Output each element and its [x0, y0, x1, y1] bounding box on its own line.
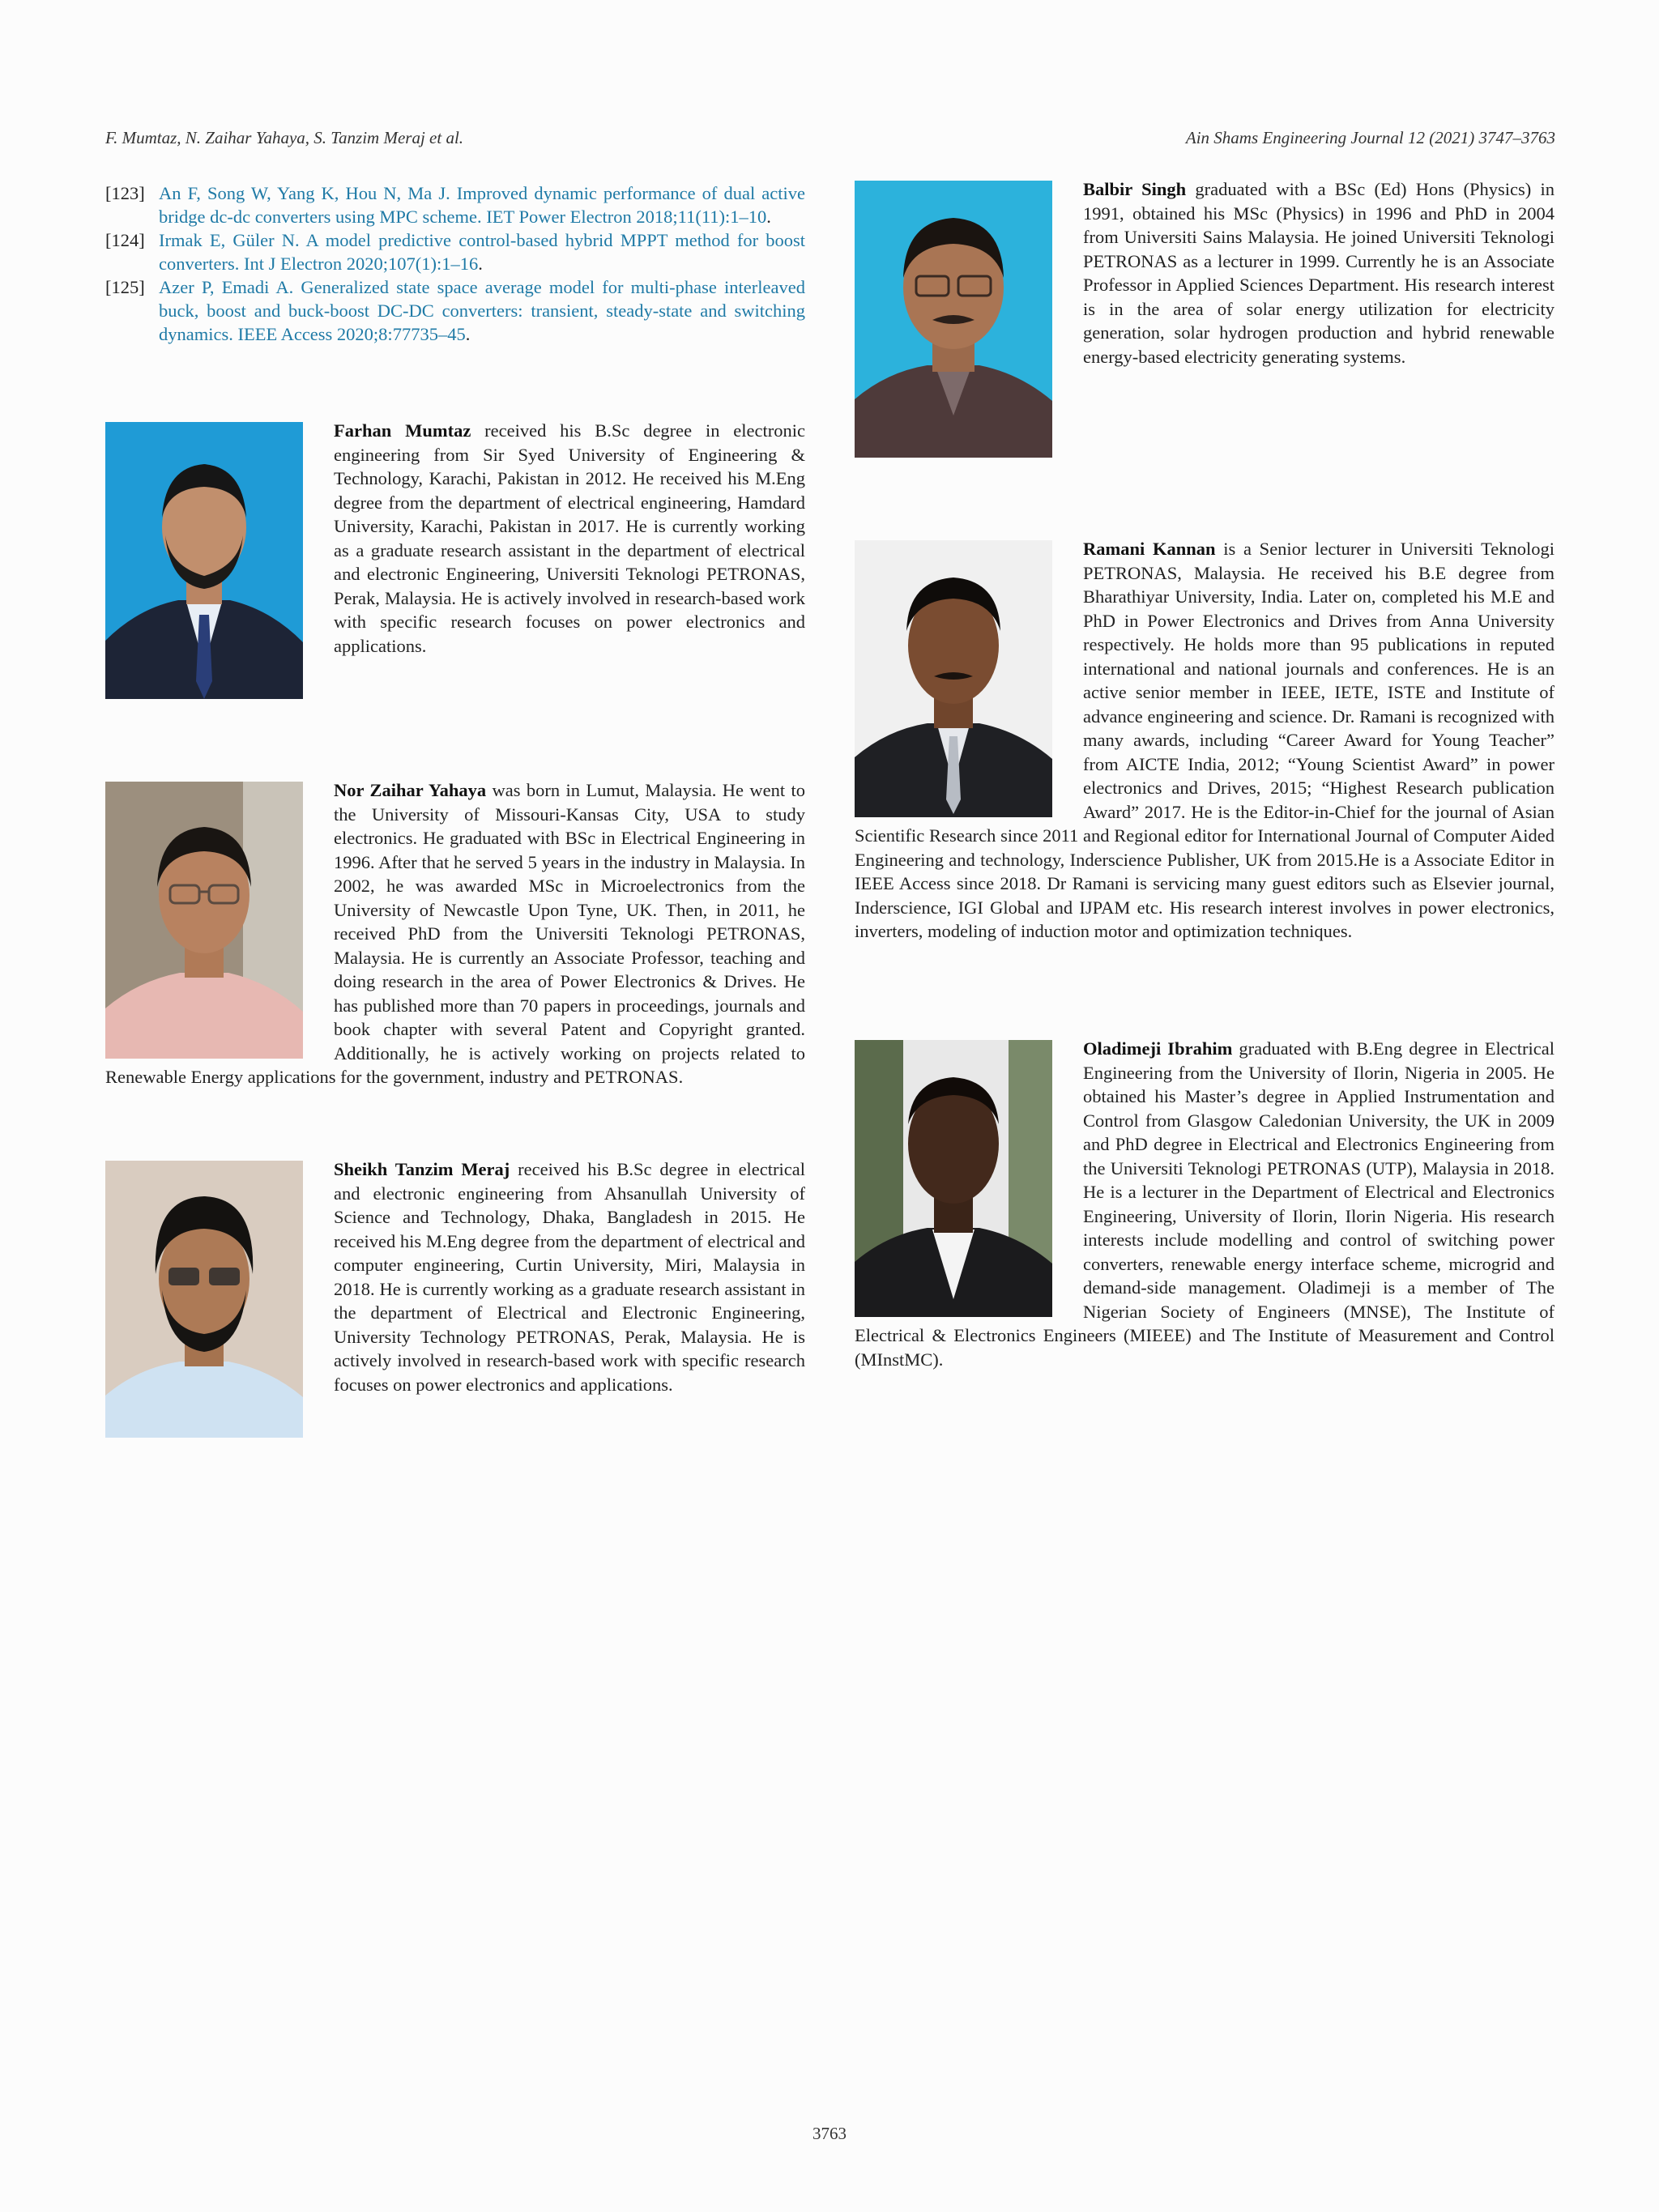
author-name: Nor Zaihar Yahaya: [334, 780, 487, 800]
author-name: Farhan Mumtaz: [334, 420, 471, 441]
reference-link[interactable]: Irmak E, Güler N. A model predictive control-based hybrid MPPT method for boost converters. Int J Electron 2020;107(1):1–16: [159, 230, 805, 274]
author-bio-balbir-singh: [855, 177, 1555, 461]
author-photo: [855, 181, 1052, 458]
author-photo: [105, 1161, 303, 1438]
author-bio-nor-zaihar-yahaya: [105, 778, 805, 1089]
author-bio-oladimeji-ibrahim: [855, 1037, 1555, 1371]
author-bio-text: graduated with B.Eng degree in Electrical Engineering from the University of Ilorin, Nigeria in 2005. He obtained his Master’s degree in Applied Instrumentation and Control from Glasgow Caledonian University, the UK in 2009 and PhD degree in Electrical and Electronics Engineering from the Universiti Teknologi PETRONAS (UTP), Malaysia in 2018. He is a lecturer in the Department of Electrical and Electronics Engineering, University of Ilorin, Ilorin Nigeria. His research interests include modelling and control of switching power converters, renewable energy interface scheme, microgrid and demand-side management. Oladimeji is a member of The Nigerian Society of Engineers (MNSE), The Institute of Electrical & Electronics Engineers (MIEEE) and The Institute of Measurement and Control (MInstMC).: [855, 1038, 1555, 1370]
author-bio-text: received his B.Sc degree in electronic engineering from Sir Syed University of Engineering & Technology, Karachi, Pakistan in 2012. He received his M.Eng degree from the department of electrical engineering, Hamdard University, Karachi, Pakistan in 2017. He is currently working as a graduate research assistant in the department of electrical and electronic Engineering, Universiti Teknologi PETRONAS, Perak, Malaysia. He is actively involved in research-based work with specific research focuses on power electronics and applications.: [334, 420, 805, 656]
author-name: Oladimeji Ibrahim: [1083, 1038, 1233, 1059]
author-bio-text: graduated with a BSc (Ed) Hons (Physics) in 1991, obtained his MSc (Physics) in 1996 and PhD in 2004 from Universiti Sains Malaysia. He joined Universiti Teknologi PETRONAS as a lecturer in 1999. Currently he is an Associate Professor in Applied Sciences Department. His research interest is in the area of solar energy utilization for electricity generation, solar hydrogen production and hybrid renewable energy-based electricity generating systems.: [1083, 179, 1555, 367]
reference-link[interactable]: An F, Song W, Yang K, Hou N, Ma J. Improved dynamic performance of dual active bridge dc-dc converters using MPC scheme. IET Power Electron 2018;11(11):1–10: [159, 183, 805, 227]
reference-list: [105, 181, 805, 346]
author-name: Ramani Kannan: [1083, 539, 1216, 559]
author-bio-farhan-mumtaz: [105, 419, 805, 702]
reference-number: [124]: [105, 230, 145, 250]
reference-number: [123]: [105, 183, 145, 203]
reference-item: [123] An F, Song W, Yang K, Hou N, Ma J. Improved dynamic performance of dual active bridge dc-dc converters using MPC scheme. IET Power Electron 2018;11(11):1–10.: [105, 183, 805, 227]
author-bio-sheikh-tanzim-meraj: [105, 1157, 805, 1441]
author-bio-text: was born in Lumut, Malaysia. He went to the University of Missouri-Kansas City, USA to study electronics. He graduated with BSc in Electrical Engineering in 1996. After that he served 5 years in the industry in Malaysia. In 2002, he was awarded MSc in Microelectronics from the University of Newcastle Upon Tyne, UK. Then, in 2011, he received PhD from the Universiti Teknologi PETRONAS, Malaysia. He is currently an Associate Professor, teaching and doing research in the area of Power Electronics & Drives. He has published more than 70 papers in proceedings, journals and book chapter with several Patent and Copyright granted. Additionally, he is actively working on projects related to Renewable Energy applications for the government, industry and PETRONAS.: [105, 780, 805, 1087]
author-bio-text: received his B.Sc degree in electrical and electronic engineering from Ahsanullah University of Science and Technology, Dhaka, Bangladesh in 2015. He received his M.Eng degree from the department of electrical and computer engineering, Curtin University, Miri, Malaysia in 2018. He is currently working as a graduate research assistant in the department of Electrical and Electronic Engineering, University Technology PETRONAS, Perak, Malaysia. He is actively involved in research-based work with specific research focuses on power electronics and applications.: [334, 1159, 805, 1395]
author-photo: [105, 782, 303, 1059]
author-photo: [105, 422, 303, 699]
reference-item: [124] Irmak E, Güler N. A model predictive control-based hybrid MPPT method for boost converters. Int J Electron 2020;107(1):1–16.: [105, 230, 805, 274]
author-photo: [855, 540, 1052, 817]
author-photo: [855, 1040, 1052, 1317]
running-header-journal: Ain Shams Engineering Journal 12 (2021) 3747–3763: [1185, 128, 1555, 147]
reference-number: [125]: [105, 277, 145, 297]
reference-link[interactable]: Azer P, Emadi A. Generalized state space average model for multi-phase interleaved buck, boost and buck-boost DC-DC converters: transient, steady-state and switching dynamics. IEEE Access 2020;8:77735–45: [159, 277, 805, 344]
running-header-authors: F. Mumtaz, N. Zaihar Yahaya, S. Tanzim Meraj et al.: [105, 128, 464, 147]
author-bio-ramani-kannan: [855, 537, 1555, 944]
author-bio-text: is a Senior lecturer in Universiti Teknologi PETRONAS, Malaysia. He received his B.E degree from Bharathiyar University, India. Later on, completed his M.E and PhD in Power Electronics and Drives from Anna University respectively. He holds more than 95 publications in reputed international and national journals and conferences. He is an active senior member in IEEE, IETE, ISTE and Institute of advance engineering and science. Dr. Ramani is recognized with many awards, including “Career Award for Young Teacher” from AICTE India, 2012; “Young Scientist Award” in power electronics and Drives, 2015; “Highest Research publication Award” 2017. He is the Editor-in-Chief for the journal of Asian Scientific Research since 2011 and Regional editor for International Journal of Computer Aided Engineering and technology, Inderscience Publisher, UK from 2015.He is a Associate Editor in IEEE Access since 2018. Dr Ramani is servicing many guest editors such as Elsevier journal, Inderscience, IGI Global and IJPAM etc. His research interest involves in power electronics, inverters, modeling of induction motor and optimization techniques.: [855, 539, 1555, 941]
page-number: 3763: [812, 2124, 847, 2143]
author-name: Sheikh Tanzim Meraj: [334, 1159, 510, 1179]
author-name: Balbir Singh: [1083, 179, 1187, 199]
reference-item: [125] Azer P, Emadi A. Generalized state space average model for multi-phase interleaved buck, boost and buck-boost DC-DC converters: transient, steady-state and switching dynamics. IEEE Access 2020;8:77735–45.: [105, 277, 805, 344]
